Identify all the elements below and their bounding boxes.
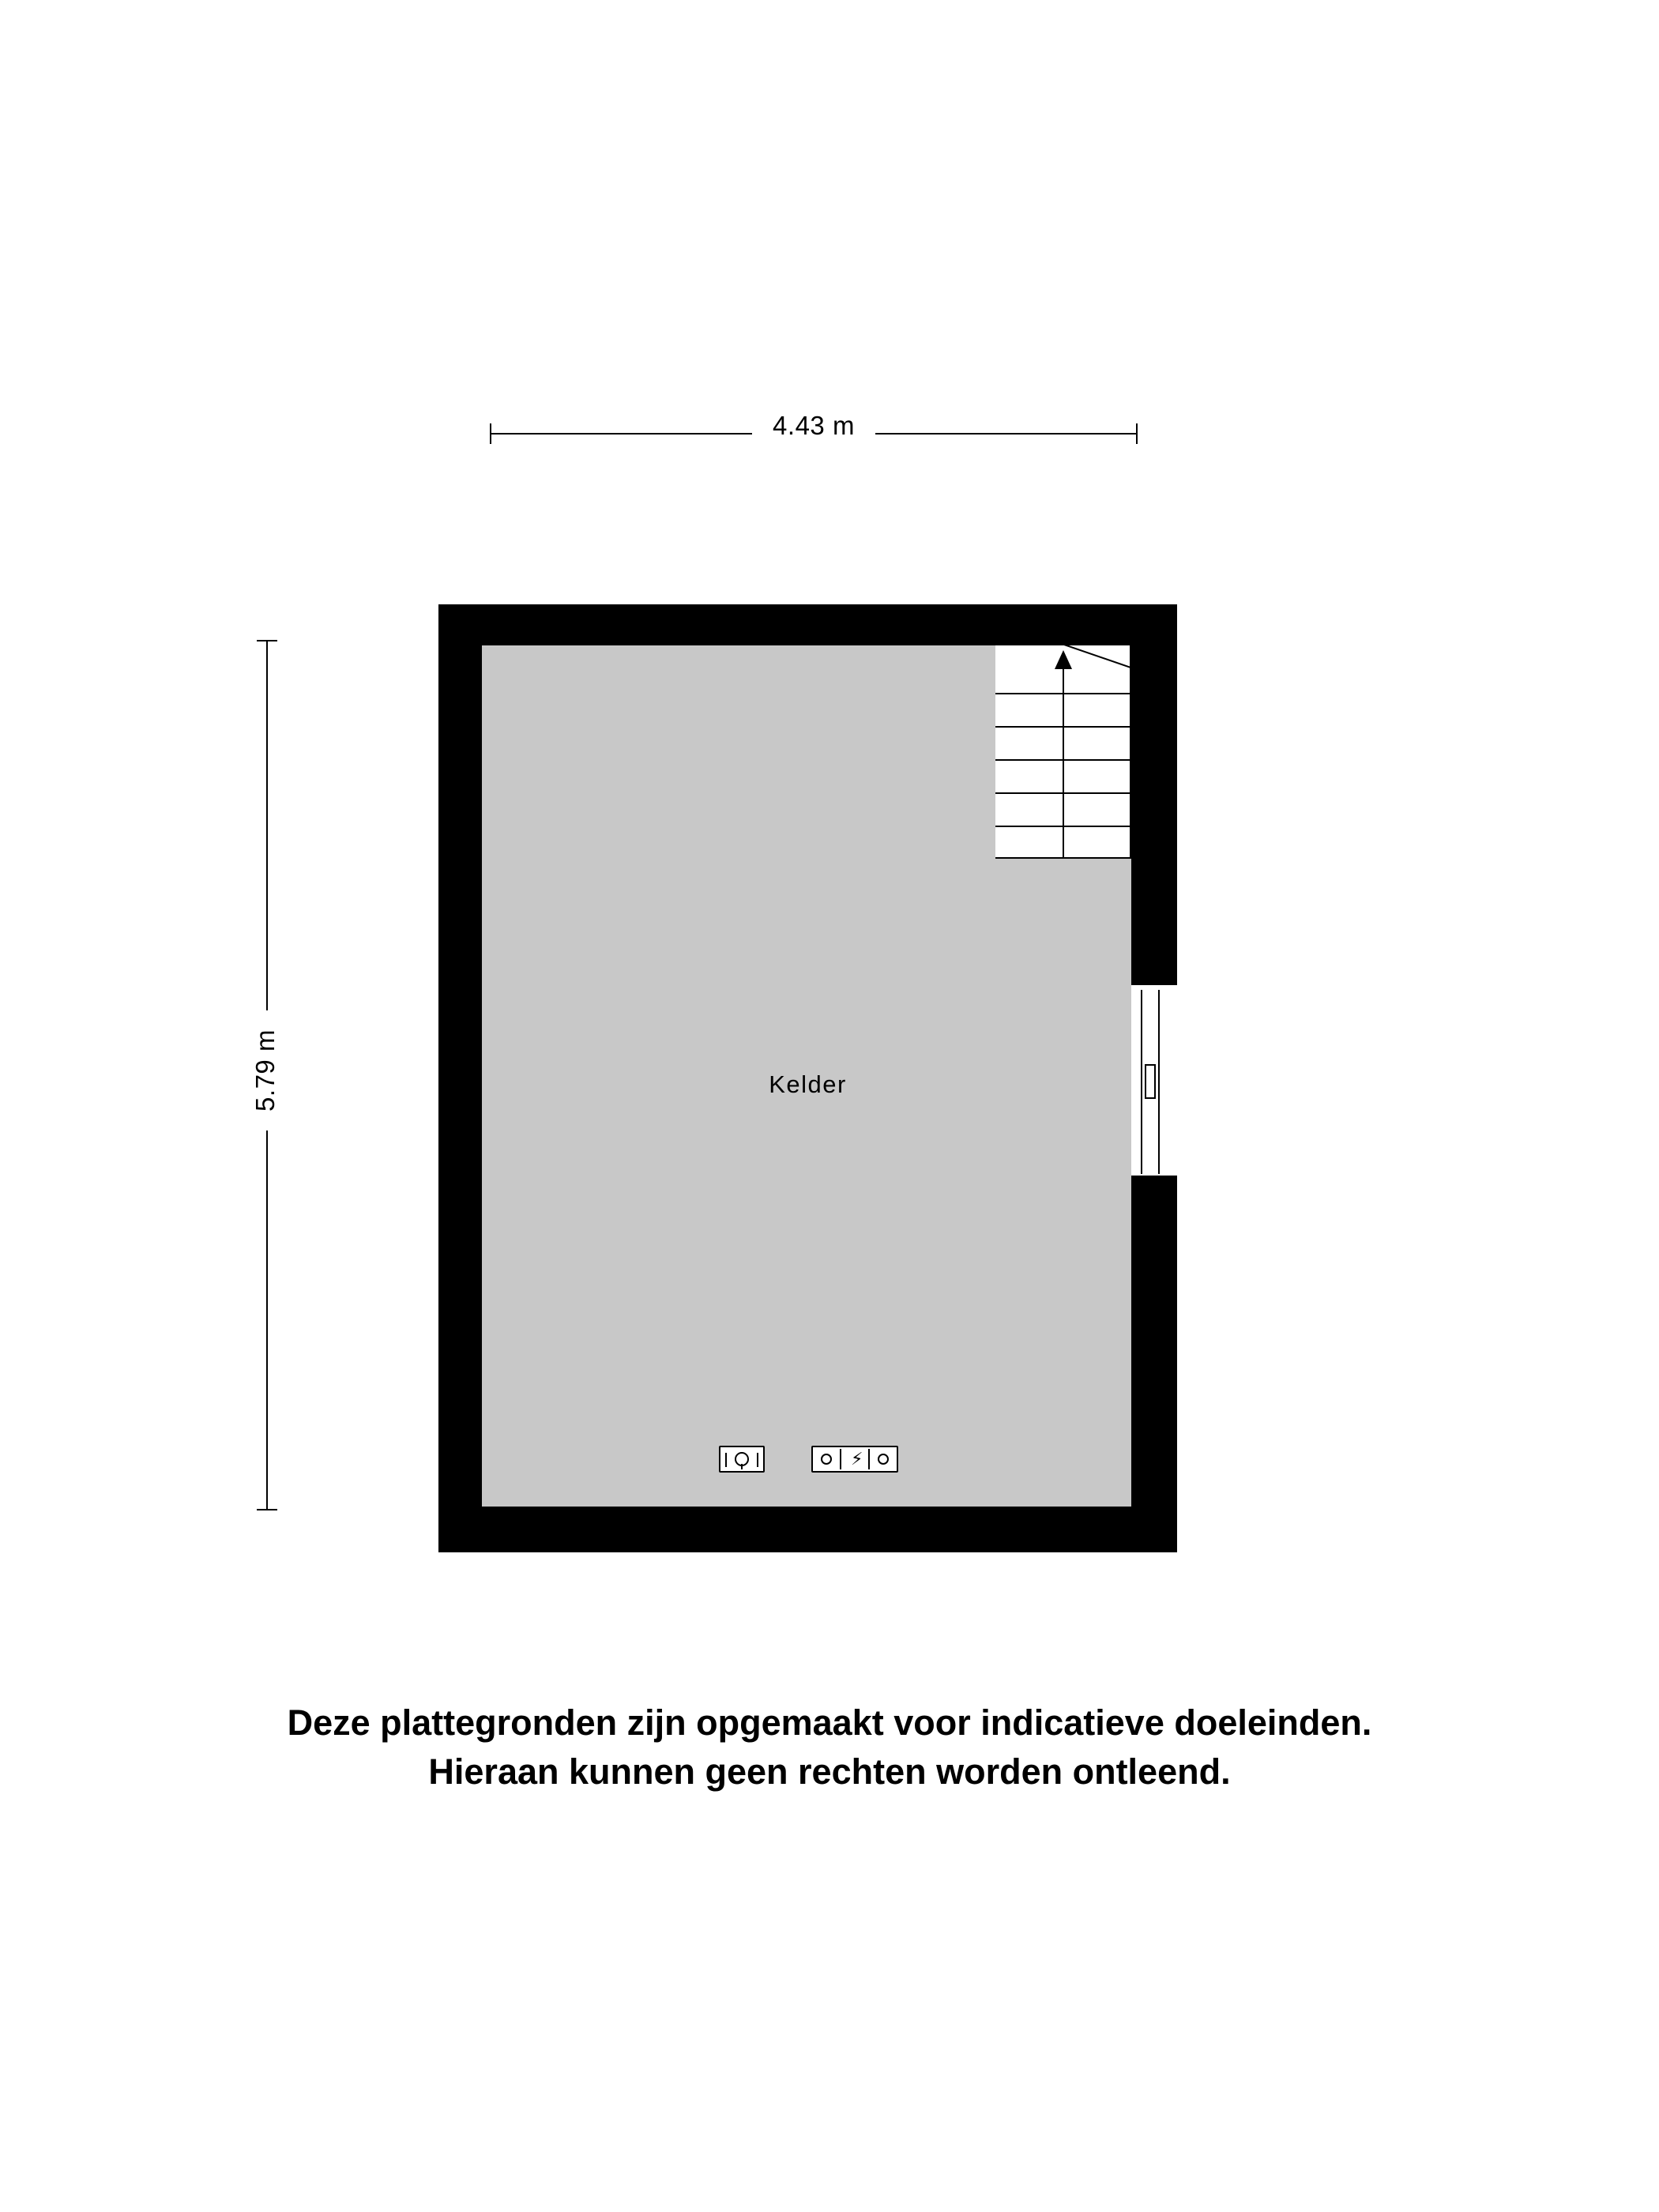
window-frame-line (1141, 990, 1142, 1174)
power-socket-icon (811, 1446, 898, 1473)
stairs-up-icon (995, 645, 1131, 859)
dimension-width-value: 4.43 m (752, 411, 875, 440)
window-icon (1131, 984, 1177, 1177)
building-outline (438, 604, 1177, 1552)
socket-hole-left (821, 1454, 832, 1465)
socket-hole-right (878, 1454, 889, 1465)
stairs-direction-arrow-icon (1055, 650, 1072, 669)
dimension-width (490, 401, 1138, 449)
stairs-direction-line (1063, 664, 1064, 859)
disclaimer-line-1: Deze plattegronden zijn opgemaakt voor indicatieve doeleinden. (287, 1702, 1372, 1743)
light-bracket-left (725, 1453, 727, 1467)
room-label: Kelder (769, 1070, 847, 1098)
window-sash (1145, 1064, 1156, 1099)
disclaimer-line-2: Hieraan kunnen geen rechten worden ontleend. (428, 1751, 1231, 1793)
dimension-height-tick-bottom (257, 1509, 277, 1510)
dimension-height-value: 5.79 m (250, 1010, 280, 1130)
light-bulb-shape (735, 1452, 749, 1466)
ceiling-light-icon (719, 1446, 765, 1473)
lightning-bolt-icon: ⚡ (851, 1450, 863, 1469)
disclaimer-text (0, 1698, 1659, 1796)
dimension-width-label (490, 411, 1138, 441)
fixture-row (438, 1438, 1177, 1482)
window-frame-line (1158, 990, 1160, 1174)
dimension-height (237, 640, 324, 1510)
light-bracket-right (757, 1453, 758, 1467)
dimension-height-label (250, 635, 280, 1506)
